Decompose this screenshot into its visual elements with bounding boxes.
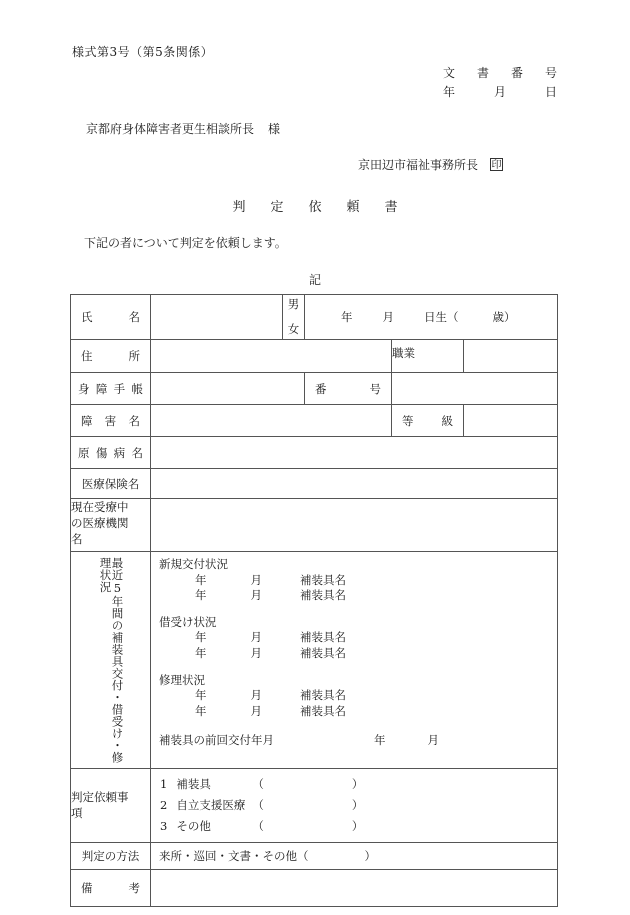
method-paren-close: ）	[364, 848, 376, 863]
occupation-value[interactable]	[464, 340, 558, 373]
entry-month: 月	[250, 630, 262, 645]
previous-issue-month: 月	[427, 733, 439, 748]
document-meta	[443, 64, 562, 102]
disease-label: 原 傷 病 名	[71, 437, 151, 469]
table-row-handbook	[71, 373, 558, 405]
entry-item: 補装具名	[300, 588, 346, 603]
section-title-borrow: 借受け状況	[159, 614, 217, 629]
application-table	[70, 294, 558, 907]
disease-value[interactable]	[151, 437, 558, 469]
disability-value[interactable]	[151, 405, 392, 437]
table-row-request-items	[71, 768, 558, 842]
history-entry[interactable]	[159, 646, 557, 662]
request-item-paren-open: （	[252, 797, 264, 812]
entry-item: 補装具名	[300, 645, 346, 660]
entry-year: 年	[195, 703, 207, 718]
entry-year: 年	[195, 630, 207, 645]
request-item-name: 補装具	[176, 776, 211, 791]
method-value[interactable]	[151, 842, 558, 869]
entry-year: 年	[195, 588, 207, 603]
section-title-new-issue: 新規交付状況	[159, 557, 228, 571]
sender	[358, 156, 503, 173]
handbook-value[interactable]	[151, 373, 305, 405]
entry-month: 月	[250, 572, 262, 587]
history-entry[interactable]	[159, 630, 557, 646]
name-value[interactable]	[151, 295, 283, 340]
gender-cell[interactable]	[283, 295, 305, 340]
grade-value[interactable]	[464, 405, 558, 437]
table-row-address	[71, 340, 558, 373]
entry-item: 補装具名	[300, 572, 346, 587]
equipment-history-label-col-right: 最近5年間の補装具交付・借受け・修	[110, 557, 125, 764]
table-row-method	[71, 842, 558, 869]
spacer	[159, 662, 557, 673]
seal-icon: 印	[491, 160, 502, 171]
table-row-insurance	[71, 469, 558, 499]
request-item-paren-open: （	[252, 818, 264, 833]
remarks-label: 備 考	[71, 869, 151, 906]
age-label: 歳）	[492, 310, 516, 324]
ki-marker: 記	[308, 273, 321, 287]
disability-label: 障 害 名	[71, 405, 151, 437]
entry-month: 月	[250, 703, 262, 718]
birthdate-cell[interactable]	[305, 295, 558, 340]
request-item-number: 1	[160, 776, 168, 791]
remarks-value[interactable]	[151, 869, 558, 906]
addressee-honorific: 様	[268, 122, 281, 136]
history-entry[interactable]	[159, 704, 557, 720]
request-item-number: 3	[160, 818, 168, 833]
medical-institution-label-line2: の医療機関	[71, 516, 129, 530]
addressee-name: 京都府身体障害者更生相談所長	[86, 122, 255, 136]
gender-female-label[interactable]: 女	[287, 322, 300, 336]
spacer	[159, 604, 557, 615]
request-item-name: 自立支援医療	[176, 797, 246, 812]
document-date-label: 年 月 日	[442, 85, 562, 99]
request-item-number: 2	[160, 797, 168, 812]
insurance-label: 医療保険名	[71, 469, 151, 499]
occupation-label: 職業	[392, 340, 464, 373]
form-code: 様式第3号（第5条関係）	[72, 45, 214, 59]
request-items-body[interactable]	[151, 768, 558, 842]
gender-male-label[interactable]: 男	[287, 296, 300, 311]
grade-label: 等 級	[392, 405, 464, 437]
equipment-history-label	[71, 552, 151, 769]
medical-institution-label	[71, 499, 151, 552]
medical-institution-label-line1: 現在受療中	[71, 500, 129, 514]
request-item-row[interactable]	[160, 795, 557, 816]
entry-year: 年	[195, 645, 207, 660]
request-item-row[interactable]	[160, 774, 557, 795]
table-row-disease	[71, 437, 558, 469]
table-row-equipment-history	[71, 552, 558, 769]
section-title-repair: 修理状況	[159, 672, 205, 687]
previous-issue-line[interactable]	[159, 719, 557, 749]
request-items-label	[71, 768, 151, 842]
request-item-name: その他	[176, 818, 211, 833]
document-number-label: 文 書 番 号	[442, 66, 562, 80]
addressee	[86, 120, 280, 137]
request-item-paren-open: （	[252, 776, 264, 791]
birth-day-label: 日生（	[424, 310, 459, 324]
handbook-label: 身 障 手 帳	[71, 373, 151, 405]
request-items-label-line2: 項	[71, 806, 83, 820]
request-item-row[interactable]	[160, 816, 557, 837]
method-options: 来所・巡回・文書・その他（	[159, 848, 309, 863]
table-row-remarks	[71, 869, 558, 906]
page-title: 判 定 依 頼 書	[232, 200, 404, 215]
handbook-number-label: 番 号	[305, 373, 392, 405]
entry-item: 補装具名	[300, 630, 346, 645]
name-label: 氏 名	[71, 295, 151, 340]
entry-month: 月	[250, 645, 262, 660]
equipment-history-body[interactable]	[151, 552, 558, 769]
equipment-history-label-col-left: 理状況	[98, 557, 113, 593]
birth-year-label: 年	[341, 310, 353, 324]
entry-item: 補装具名	[300, 703, 346, 718]
table-row-medical-institution	[71, 499, 558, 552]
entry-month: 月	[250, 688, 262, 703]
previous-issue-label: 補装具の前回交付年月	[159, 733, 274, 748]
history-entry[interactable]	[159, 588, 557, 604]
handbook-number-value[interactable]	[392, 373, 558, 405]
request-item-paren-close: ）	[351, 797, 364, 812]
sender-name: 京田辺市福祉事務所長	[358, 158, 479, 172]
medical-institution-label-line3: 名	[71, 532, 83, 546]
table-row-disability	[71, 405, 558, 437]
birth-month-label: 月	[382, 310, 394, 324]
table-row-name	[71, 295, 558, 340]
request-items-label-line1: 判定依頼事	[71, 790, 129, 804]
entry-item: 補装具名	[300, 688, 346, 703]
request-item-paren-close: ）	[351, 818, 364, 833]
history-entry[interactable]	[159, 573, 557, 589]
address-label: 住 所	[71, 340, 151, 373]
entry-year: 年	[195, 688, 207, 703]
request-item-paren-close: ）	[351, 776, 364, 791]
insurance-value[interactable]	[151, 469, 558, 499]
address-value[interactable]	[151, 340, 392, 373]
entry-year: 年	[195, 572, 207, 587]
history-entry[interactable]	[159, 688, 557, 704]
intro-text: 下記の者について判定を依頼します。	[84, 236, 287, 250]
entry-month: 月	[250, 588, 262, 603]
previous-issue-year: 年	[374, 733, 386, 748]
medical-institution-value[interactable]	[151, 499, 558, 552]
method-label: 判定の方法	[71, 842, 151, 869]
